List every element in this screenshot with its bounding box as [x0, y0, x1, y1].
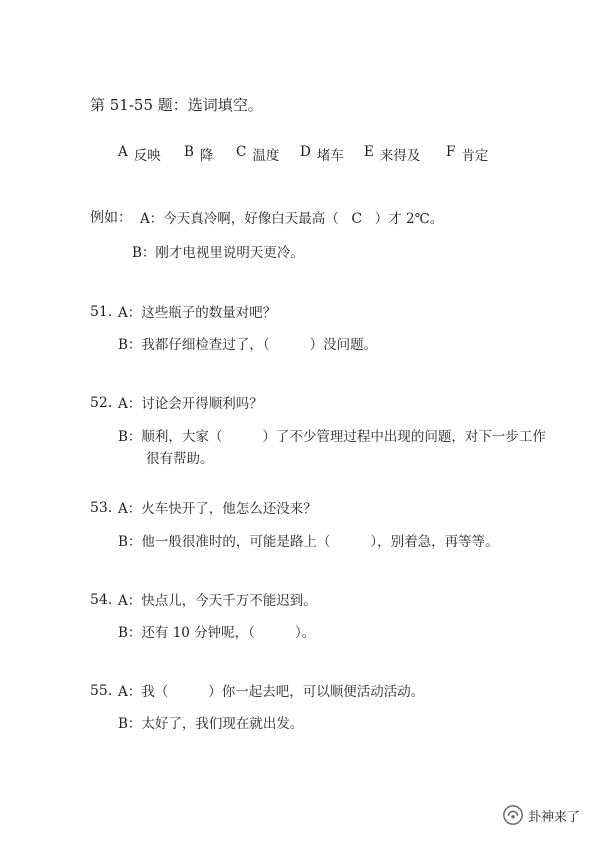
- option-a: [118, 144, 184, 164]
- option-e: [364, 144, 446, 164]
- question-51-line-a: A：这些瓶子的数量对吧？: [118, 305, 277, 321]
- option-word: 堵车: [316, 148, 344, 164]
- option-letter: A: [118, 144, 128, 160]
- question-53-line-a: A：火车快开了，他怎么还没来？: [118, 501, 317, 517]
- example-line-a: [140, 207, 443, 227]
- example-a-suffix: ）才 2℃。: [374, 211, 444, 227]
- question-number-55: 55．: [90, 683, 122, 699]
- example-label: 例如：: [90, 210, 132, 226]
- watermark-text: 卦神来了: [527, 809, 580, 825]
- question-52-line-b: [118, 425, 546, 445]
- question-number-54: 54．: [90, 592, 122, 608]
- option-letter: F: [446, 144, 456, 160]
- question-52-line-b2: 很有帮助。: [146, 451, 214, 467]
- question-55-line-b: B：太好了，我们现在就出发。: [118, 716, 304, 732]
- question-51-b-suffix: ）没问题。: [309, 337, 378, 353]
- question-52-b-prefix: B：顺利，大家（: [118, 429, 223, 445]
- option-letter: B: [184, 144, 194, 160]
- question-51-line-b: [118, 333, 377, 353]
- question-55-line-a: [118, 680, 424, 700]
- question-number-51: 51．: [90, 304, 122, 320]
- question-53-b-suffix: ），别着急，再等等。: [370, 534, 499, 550]
- question-55-a-prefix: A：我（: [118, 684, 169, 700]
- option-f: [446, 144, 506, 164]
- option-word: 温度: [252, 148, 280, 164]
- question-52-b-suffix: ）了不少管理过程中出现的问题，对下一步工作: [262, 429, 546, 445]
- option-letter: E: [364, 144, 374, 160]
- question-55-a-suffix: ）你一起去吧，可以顺便活动活动。: [208, 684, 425, 700]
- example-line-b: B：刚才电视里说明天更冷。: [132, 245, 304, 261]
- option-word: 降: [199, 148, 214, 164]
- section-heading: 第 51-55 题：选词填空。: [90, 96, 263, 114]
- option-d: [300, 144, 364, 164]
- option-letter: D: [300, 144, 311, 160]
- question-52-line-a: A：讨论会开得顺利吗？: [118, 396, 263, 412]
- question-number-53: 53．: [90, 500, 122, 516]
- option-word: 来得及: [379, 148, 421, 164]
- question-54-line-a: A：快点儿，今天千万不能迟到。: [118, 593, 317, 609]
- option-c: [236, 144, 300, 164]
- example-a-prefix: A：今天真冷啊，好像白天最高（: [140, 211, 339, 227]
- watermark: [502, 804, 580, 826]
- question-number-52: 52．: [90, 395, 122, 411]
- option-word: 反映: [133, 148, 161, 164]
- question-53-line-b: [118, 530, 499, 550]
- option-letter: C: [236, 144, 247, 160]
- question-54-b-suffix: ）。: [294, 625, 316, 641]
- word-options: [118, 144, 518, 164]
- example-answer: C: [351, 211, 363, 227]
- option-word: 肯定: [461, 148, 489, 164]
- question-54-b-prefix: B：还有 10 分钟呢，（: [118, 625, 255, 641]
- option-b: [184, 144, 236, 164]
- wechat-official-account-icon: [502, 804, 524, 826]
- question-54-line-b: [118, 621, 315, 641]
- question-51-b-prefix: B：我都仔细检查过了，（: [118, 337, 270, 353]
- question-53-b-prefix: B：他一般很准时的，可能是路上（: [118, 534, 331, 550]
